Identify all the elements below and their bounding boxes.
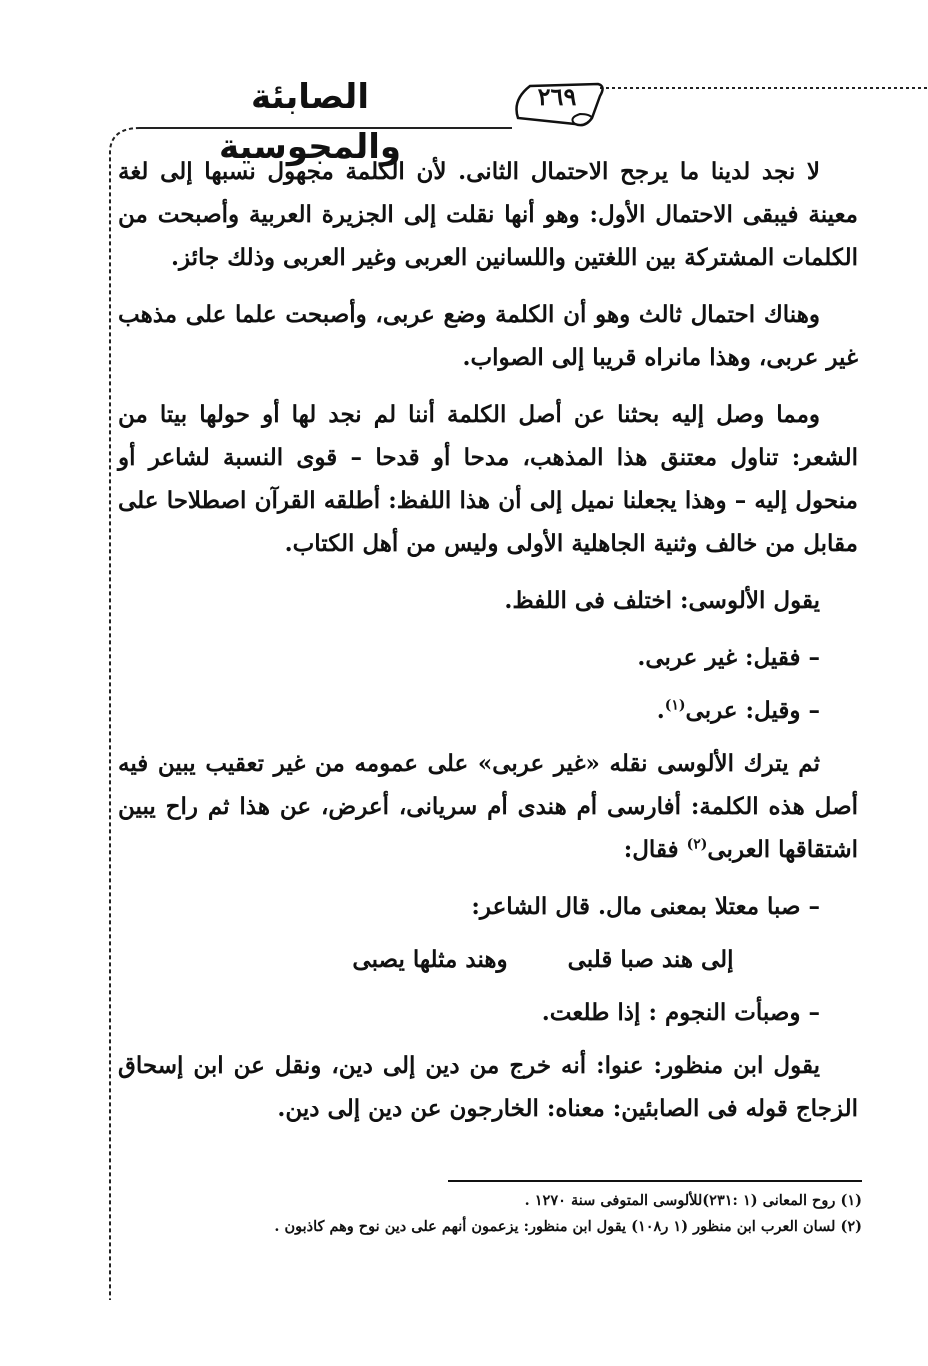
list-item: – وصبأت النجوم : إذا طلعت. (541, 999, 820, 1026)
list-item-end: . (656, 697, 665, 724)
list-item (118, 689, 858, 732)
paragraph-3: ومما وصل إليه بحثنا عن أصل الكلمة أننا لم نجد لها أو حولها بيتا من الشعر: تناول معتنق هذا المذهب، مدحا أو قدحا – قوى النسبة لشاعر أو منحول إليه – وهذا يجعلنا نميل إلى أن هذا اللفظ: أطلقه القرآن اصطلاحا على مقابل من خالف وثنية الجاهلية الأولى وليس من أهل الكتاب. (118, 401, 858, 557)
paragraph-5 (118, 742, 858, 871)
footnote-ref-2[interactable]: (٢) (686, 836, 708, 853)
footnote-ref-1[interactable]: (١) (664, 697, 686, 714)
footnote-2: (٢) لسان العرب ابن منظور (١ ر١٠٨) يقول ابن منظور: يزعمون أنهم على دين نوح وهم كاذبون . (274, 1218, 862, 1235)
main-text (118, 150, 858, 1144)
paragraph-1: لا نجد لدينا ما يرجح الاحتمال الثانى. لأن الكلمة مجهول نسبها إلى لغة معينة فيبقى الاحتمال الأول: وهو أنها نقلت إلى الجزيرة العربية وأصبحت من الكلمات المشتركة بين اللغتين واللسانين العربى وغير العربى وذلك جائز. (118, 158, 858, 271)
paragraph-6: يقول ابن منظور: عنوا: أنه خرج من دين إلى دين، ونقل عن ابن إسحاق الزجاج قوله فى الصابئين: معناه: الخارجون عن دين إلى دين. (118, 1052, 858, 1122)
footnote-1: (١) روح المعانى (١ :٢٣١)للألوسى المتوفى سنة ١٢٧٠ . (524, 1192, 862, 1209)
footnotes (180, 1188, 862, 1240)
list-item-text: – وقيل: عربى (685, 697, 820, 724)
page-number: ٢٦٩ (537, 82, 577, 111)
footnote-separator (448, 1180, 862, 1182)
paragraph-4: يقول الألوسى: اختلف فى اللفظ. (504, 587, 820, 614)
poetry-verse (118, 938, 858, 981)
verse-first-hemistich: إلى هند صبا قلبى (567, 946, 734, 973)
list-item: – صبا معتلا بمعنى مال. قال الشاعر: (471, 893, 820, 920)
list-item: – فقيل: غير عربى. (637, 644, 820, 671)
verse-second-hemistich: وهند مثلها يصبى (352, 946, 508, 973)
paragraph-5-end: فقال: (623, 836, 687, 863)
paragraph-5-text: ثم يترك الألوسى نقله «غير عربى» على عمومه من غير تعقيب يبين فيه أصل هذه الكلمة: أفارسى أم هندى أم سريانى، أعرض، عن هذا ثم راح يبين اشتقاقها العربى (118, 750, 858, 863)
paragraph-2: وهناك احتمال ثالث وهو أن الكلمة وضع عربى، وأصبحت علما على مذهب غير عربى، وهذا مانراه قريبا إلى الصواب. (118, 301, 858, 371)
running-header-title: الصابئة والمجوسية (218, 77, 402, 167)
